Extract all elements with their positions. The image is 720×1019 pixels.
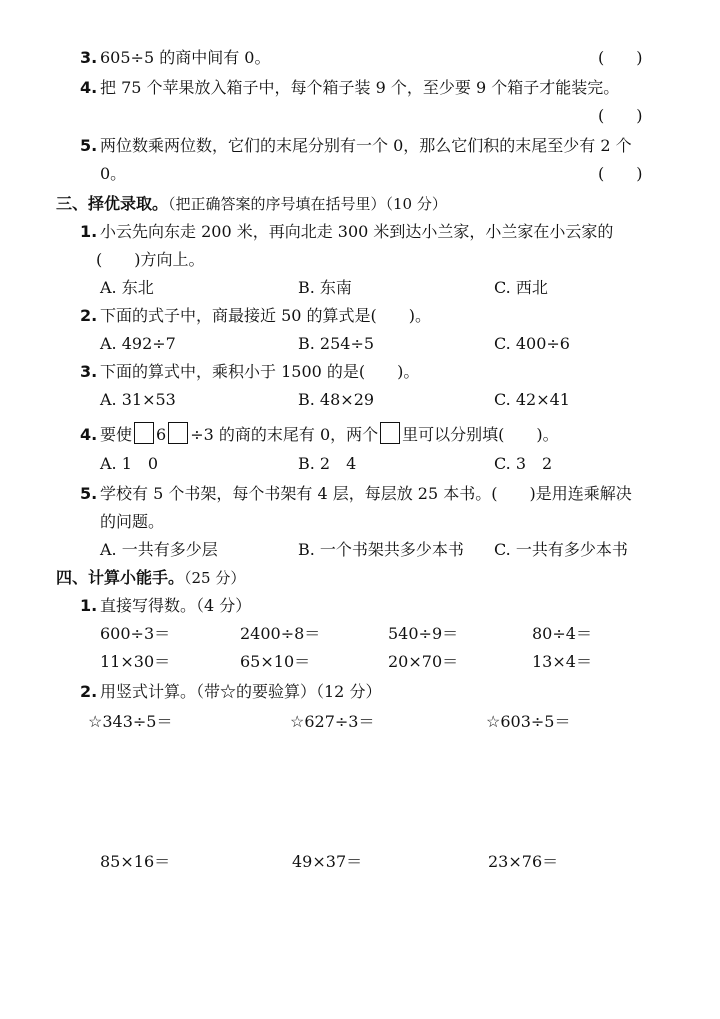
s3-question-3: [80, 360, 419, 384]
question-number: 4.: [80, 78, 98, 97]
s3-question-5: [80, 482, 632, 506]
option-a[interactable]: A. 492÷7: [100, 334, 176, 353]
calc-item[interactable]: ☆603÷5＝: [486, 712, 571, 731]
question-text: 小云先向东走 200 米，再向北走 300 米到达小兰家，小兰家在小云家的: [100, 222, 614, 241]
question-3: [80, 46, 270, 70]
part-text: 用竖式计算。（带☆的要验算）（12 分）: [100, 682, 382, 701]
question-text: 两位数乘两位数，它们的末尾分别有一个 0，那么它们积的末尾至少有 2 个: [100, 136, 632, 155]
option-a[interactable]: A. 东北: [100, 278, 154, 297]
calc-item[interactable]: 49×37＝: [292, 852, 363, 871]
calc-item[interactable]: ☆343÷5＝: [88, 712, 173, 731]
question-4: [80, 76, 619, 100]
question-number: 5.: [80, 484, 98, 503]
question-text-d: 里可以分别填( )。: [402, 425, 559, 444]
section-note: （25 分）: [184, 569, 246, 587]
option-b[interactable]: B. 254÷5: [298, 334, 375, 353]
s4-part-2: [80, 680, 381, 704]
option-c[interactable]: C. 一共有多少本书: [494, 540, 628, 559]
option-c[interactable]: C. 3 2: [494, 454, 553, 473]
question-5: [80, 134, 632, 158]
calc-item[interactable]: 540÷9＝: [388, 624, 459, 643]
calc-item[interactable]: 80÷4＝: [532, 624, 592, 643]
question-number: 2.: [80, 306, 98, 325]
question-text: 605÷5 的商中间有 0。: [100, 48, 271, 67]
section-3-heading: [56, 192, 447, 216]
option-c[interactable]: C. 42×41: [494, 390, 570, 409]
s4-part-1: [80, 594, 251, 618]
answer-paren[interactable]: ( ): [598, 48, 643, 67]
s3-question-1-line2: ( )方向上。: [96, 250, 205, 269]
answer-paren[interactable]: ( ): [598, 106, 643, 125]
calc-item[interactable]: 85×16＝: [100, 852, 171, 871]
question-number: 5.: [80, 136, 98, 155]
calc-item[interactable]: ☆627÷3＝: [290, 712, 375, 731]
part-number: 2.: [80, 682, 98, 701]
question-number: 1.: [80, 222, 98, 241]
section-title: 四、计算小能手。: [56, 568, 185, 587]
question-text-c: ÷3 的商的末尾有 0，两个: [190, 425, 379, 444]
calc-item[interactable]: 65×10＝: [240, 652, 311, 671]
question-text: 下面的式子中，商最接近 50 的算式是( )。: [100, 306, 432, 325]
calc-item[interactable]: 13×4＝: [532, 652, 592, 671]
question-text-a: 要使: [100, 425, 133, 444]
question-text: 学校有 5 个书架，每个书架有 4 层，每层放 25 本书。( )是用连乘解决: [100, 484, 632, 503]
part-number: 1.: [80, 596, 98, 615]
calc-item[interactable]: 2400÷8＝: [240, 624, 321, 643]
s3-question-2: [80, 304, 431, 328]
blank-box-legend: [380, 422, 400, 444]
option-b[interactable]: B. 48×29: [298, 390, 375, 409]
option-a[interactable]: A. 一共有多少层: [100, 540, 218, 559]
question-text: 把 75 个苹果放入箱子中，每个箱子装 9 个，至少要 9 个箱子才能装完。: [100, 78, 620, 97]
s3-question-1: [80, 220, 613, 244]
option-a[interactable]: A. 1 0: [100, 454, 159, 473]
section-note: （把正确答案的序号填在括号里）（10 分）: [168, 195, 447, 213]
section-4-heading: [56, 566, 245, 590]
answer-paren[interactable]: ( ): [598, 164, 643, 183]
calc-item[interactable]: 600÷3＝: [100, 624, 171, 643]
s3-question-4: [80, 422, 559, 447]
section-title: 三、择优录取。: [56, 194, 169, 213]
part-text: 直接写得数。（4 分）: [100, 596, 252, 615]
calc-item[interactable]: 11×30＝: [100, 652, 171, 671]
question-number: 3.: [80, 362, 98, 381]
blank-box[interactable]: [134, 422, 154, 444]
option-b[interactable]: B. 东南: [298, 278, 352, 297]
option-a[interactable]: A. 31×53: [100, 390, 176, 409]
question-number: 3.: [80, 48, 98, 67]
option-c[interactable]: C. 西北: [494, 278, 548, 297]
question-5-line2: 0。: [100, 164, 127, 183]
question-text: 下面的算式中，乘积小于 1500 的是( )。: [100, 362, 420, 381]
calc-item[interactable]: 23×76＝: [488, 852, 559, 871]
question-text-b: 6: [156, 425, 167, 444]
s3-question-5-line2: 的问题。: [100, 512, 165, 531]
blank-box[interactable]: [168, 422, 188, 444]
question-number: 4.: [80, 425, 98, 444]
option-b[interactable]: B. 一个书架共多少本书: [298, 540, 464, 559]
calc-item[interactable]: 20×70＝: [388, 652, 459, 671]
option-c[interactable]: C. 400÷6: [494, 334, 570, 353]
option-b[interactable]: B. 2 4: [298, 454, 357, 473]
